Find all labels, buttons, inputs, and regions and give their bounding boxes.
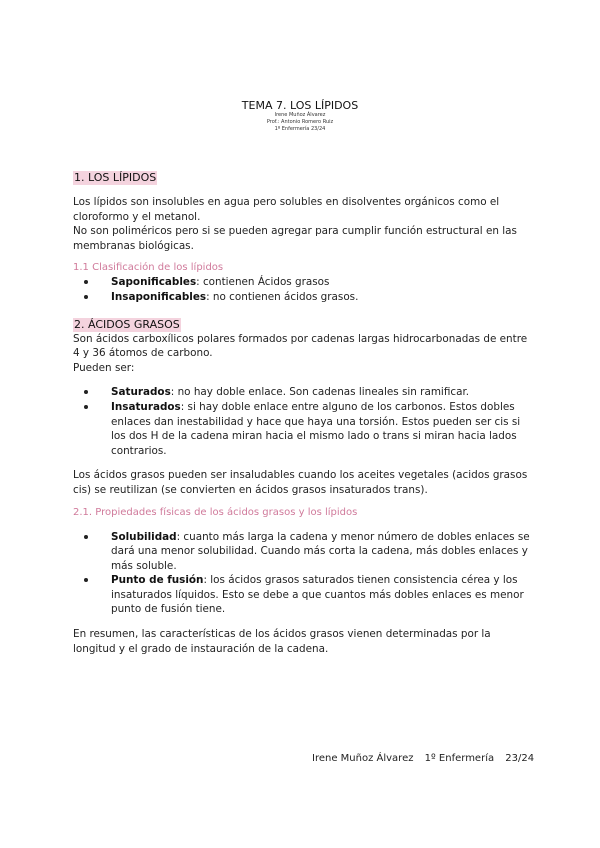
term-saponificables: Saponificables	[111, 276, 197, 289]
list-item	[111, 573, 533, 617]
list-item	[111, 400, 533, 458]
footer-year: 23/24	[505, 753, 535, 764]
professor-line: Prof.: Antonio Romero Ruiz	[266, 119, 334, 125]
list-item	[111, 275, 533, 290]
term-insaponificables: Insaponificables	[111, 290, 207, 303]
document-header	[0, 99, 600, 133]
footer-author: Irene Muñoz Álvarez	[312, 753, 414, 764]
bullet-icon	[84, 280, 88, 284]
list-item-text: : contienen Ácidos grasos	[196, 276, 330, 289]
course-line: 1º Enfermería 23/24	[274, 126, 326, 132]
fatty-acid-types-list	[73, 385, 533, 458]
list-item	[111, 530, 533, 574]
list-item	[111, 385, 533, 400]
term-punto-de-fusion: Punto de fusión	[111, 574, 204, 587]
list-item-text: : cuanto más larga la cadena y menor número de dobles enlaces se dará una menor solubilidad. Cuando más corta la cadena, más dobles enlaces y más soluble.	[111, 530, 530, 572]
section-1-paragraph-1: Los lípidos son insolubles en agua pero solubles en disolventes orgánicos como el cloroformo y el metanol.	[73, 196, 500, 223]
bullet-icon	[84, 578, 88, 582]
section-2-1-heading: 2.1. Propiedades físicas de los ácidos grasos y los lípidos	[73, 506, 358, 518]
term-saturados: Saturados	[111, 386, 171, 399]
term-solubilidad: Solubilidad	[111, 530, 177, 543]
bullet-icon	[84, 390, 88, 394]
summary-paragraph: En resumen, las características de los ácidos grasos vienen determinadas por la longitud y el grado de instauración de la cadena.	[73, 628, 491, 655]
section-1-heading: 1. LOS LÍPIDOS	[74, 171, 157, 184]
section-2-intro: Son ácidos carboxílicos polares formados por cadenas largas hidrocarbonadas de entre 4 y 36 átomos de carbono.	[73, 332, 528, 360]
page-footer	[312, 753, 535, 764]
list-item	[111, 290, 533, 305]
document-body	[73, 166, 533, 656]
section-2-heading: 2. ÁCIDOS GRASOS	[74, 317, 180, 331]
bullet-icon	[84, 295, 88, 299]
list-item-text: : los ácidos grasos saturados tienen consistencia cérea y los insaturados líquidos. Esto se debe a que cuantos más dobles enlaces es menor punto de fusión tiene.	[111, 574, 524, 616]
list-item-text: : no contienen ácidos grasos.	[206, 290, 359, 303]
list-item-text: : si hay doble enlace entre alguno de los carbonos. Estos dobles enlaces dan inestabilidad y hace que haya una torsión. Estos pueden ser cis si los dos H de la cadena miran hacia el mismo lado o trans si miran hacia lados contrarios.	[111, 400, 521, 457]
section-2-paragraph: Los ácidos grasos pueden ser insaludables cuando los aceites vegetales (acidos grasos cis) se reutilizan (se convierten en ácidos grasos insaturados trans).	[73, 469, 528, 496]
section-1-paragraph-2: No son poliméricos pero si se pueden agregar para cumplir función estructural en las membranas biológicas.	[73, 225, 517, 252]
section-2-intro-2: Pueden ser:	[73, 361, 135, 374]
classification-list	[73, 275, 533, 304]
term-insaturados: Insaturados	[111, 400, 181, 413]
properties-list	[73, 530, 533, 618]
bullet-icon	[84, 405, 88, 409]
author-line: Irene Muñoz Álvarez	[274, 112, 326, 118]
footer-course: 1º Enfermería	[424, 753, 495, 764]
section-1-1-heading: 1.1 Clasificación de los lípidos	[73, 262, 224, 274]
list-item-text: : no hay doble enlace. Son cadenas lineales sin ramificar.	[170, 386, 470, 399]
document-title: TEMA 7. LOS LÍPIDOS	[241, 99, 359, 112]
bullet-icon	[84, 535, 88, 539]
